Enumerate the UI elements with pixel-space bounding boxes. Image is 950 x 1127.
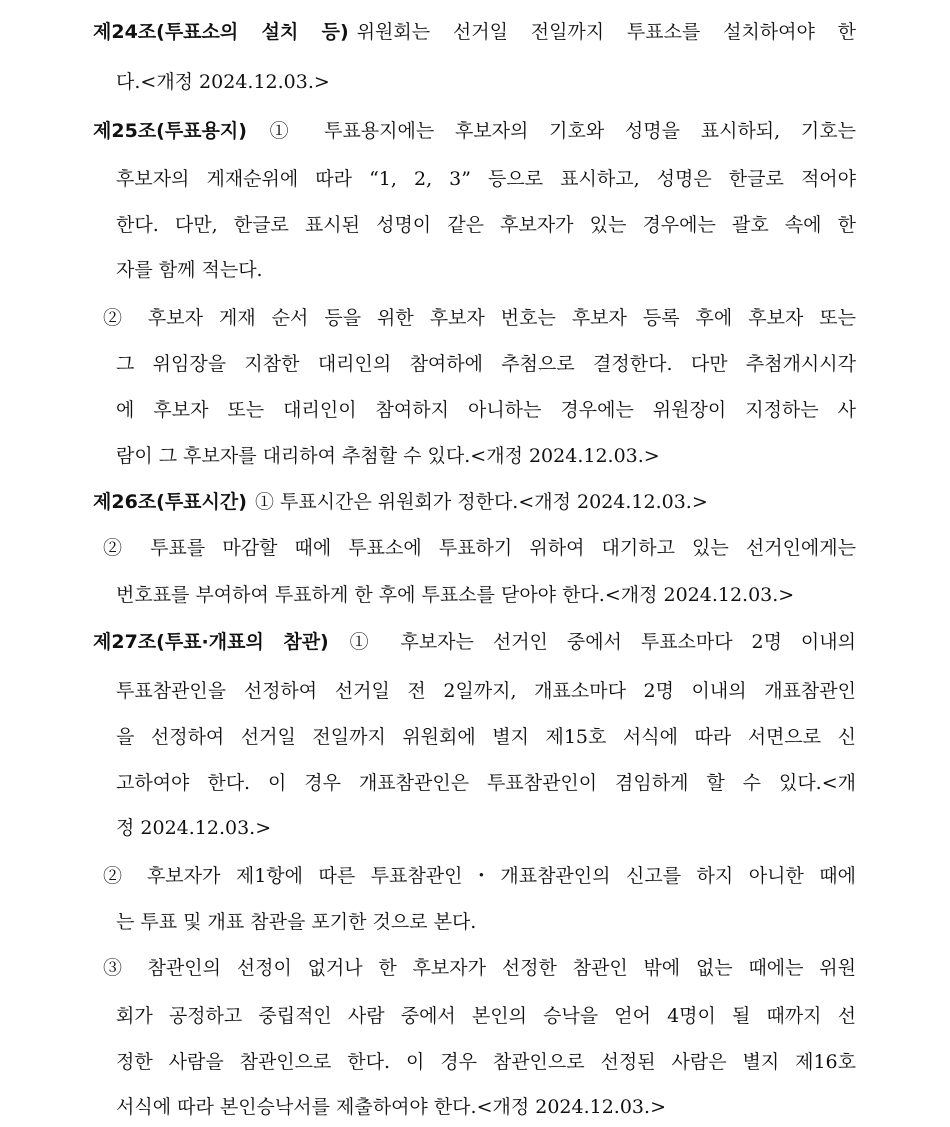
article-25-text: ① 투표용지에는 후보자의 기호와 성명을 표시하되, 기호는 xyxy=(254,120,856,142)
article-27-line-2 xyxy=(116,671,856,711)
article-27-line-3 xyxy=(116,717,856,757)
article-25-line-8 xyxy=(116,436,856,476)
article-24-text: 위원회는 선거일 전일까지 투표소를 설치하여야 한 xyxy=(356,21,856,43)
article-26-line-3 xyxy=(116,575,856,615)
article-25-line-5 xyxy=(103,298,856,338)
article-25-text: 한다. 다만, 한글로 표시된 성명이 같은 후보자가 있는 경우에는 괄호 속에 한 xyxy=(116,214,856,236)
article-27-text: 정 2024.12.03.> xyxy=(116,817,272,839)
article-27-text: 정한 사람을 참관인으로 한다. 이 경우 참관인으로 선정된 사람은 별지 제16호 xyxy=(116,1051,856,1073)
article-26-line-2 xyxy=(103,528,856,568)
article-27-line-10 xyxy=(116,1042,856,1082)
article-27-line-11 xyxy=(116,1087,856,1127)
article-25-line-4 xyxy=(116,250,856,290)
article-24-text: 다.<개정 2024.12.03.> xyxy=(116,71,330,93)
article-25-line-1 xyxy=(93,111,856,151)
article-27-text: 고하여야 한다. 이 경우 개표참관인은 투표참관인이 겸임하게 할 수 있다.<개 xyxy=(116,772,856,794)
article-26-line-1 xyxy=(93,482,856,522)
article-26-text: 번호표를 부여하여 투표하게 한 후에 투표소를 닫아야 한다.<개정 2024.12.03.> xyxy=(116,584,795,606)
article-25-text: 에 후보자 또는 대리인이 참여하지 아니하는 경우에는 위원장이 지정하는 사 xyxy=(116,399,856,421)
article-25-heading: 제25조(투표용지) xyxy=(93,120,247,142)
article-27-text: ② 후보자가 제1항에 따른 투표참관인・개표참관인의 신고를 하지 아니한 때에 xyxy=(103,865,856,887)
article-27-line-4 xyxy=(116,763,856,803)
article-25-text: ② 후보자 게재 순서 등을 위한 후보자 번호는 후보자 등록 후에 후보자 또는 xyxy=(103,307,856,329)
article-24-heading: 제24조(투표소의 설치 등) xyxy=(93,21,349,43)
article-25-text: 그 위임장을 지참한 대리인의 참여하에 추첨으로 결정한다. 다만 추첨개시시각 xyxy=(116,353,856,375)
article-27-line-6 xyxy=(103,856,856,896)
article-27-text: ③ 참관인의 선정이 없거나 한 후보자가 선정한 참관인 밖에 없는 때에는 위원 xyxy=(103,957,856,979)
article-27-line-7 xyxy=(116,902,856,942)
article-25-text: 자를 함께 적는다. xyxy=(116,259,263,281)
article-25-line-7 xyxy=(116,390,856,430)
article-27-line-1 xyxy=(93,622,856,662)
article-27-line-8 xyxy=(103,948,856,988)
article-24-line-1 xyxy=(93,12,856,52)
article-25-line-3 xyxy=(116,205,856,245)
article-27-text: 을 선정하여 선거일 전일까지 위원회에 별지 제15호 서식에 따라 서면으로 신 xyxy=(116,726,856,748)
article-25-text: 람이 그 후보자를 대리하여 추첨할 수 있다.<개정 2024.12.03.> xyxy=(116,445,660,467)
article-25-line-6 xyxy=(116,344,856,384)
article-27-text: ① 후보자는 선거인 중에서 투표소마다 2명 이내의 xyxy=(336,631,856,653)
article-24-line-2 xyxy=(116,62,856,102)
article-27-line-5 xyxy=(116,808,856,848)
article-27-text: 투표참관인을 선정하여 선거일 전 2일까지, 개표소마다 2명 이내의 개표참관인 xyxy=(116,680,856,702)
article-27-heading: 제27조(투표·개표의 참관) xyxy=(93,631,329,653)
article-27-text: 회가 공정하고 중립적인 사람 중에서 본인의 승낙을 얻어 4명이 될 때까지 선 xyxy=(116,1005,856,1027)
article-26-text: ② 투표를 마감할 때에 투표소에 투표하기 위하여 대기하고 있는 선거인에게는 xyxy=(103,537,856,559)
article-27-line-9 xyxy=(116,996,856,1036)
article-27-text: 는 투표 및 개표 참관을 포기한 것으로 본다. xyxy=(116,911,477,933)
article-25-text: 후보자의 게재순위에 따라 “1, 2, 3” 등으로 표시하고, 성명은 한글로 적어야 xyxy=(116,168,856,190)
article-26-text: ① 투표시간은 위원회가 정한다.<개정 2024.12.03.> xyxy=(254,491,708,513)
article-25-line-2 xyxy=(116,159,856,199)
article-27-text: 서식에 따라 본인승낙서를 제출하여야 한다.<개정 2024.12.03.> xyxy=(116,1096,666,1118)
article-26-heading: 제26조(투표시간) xyxy=(93,491,247,513)
